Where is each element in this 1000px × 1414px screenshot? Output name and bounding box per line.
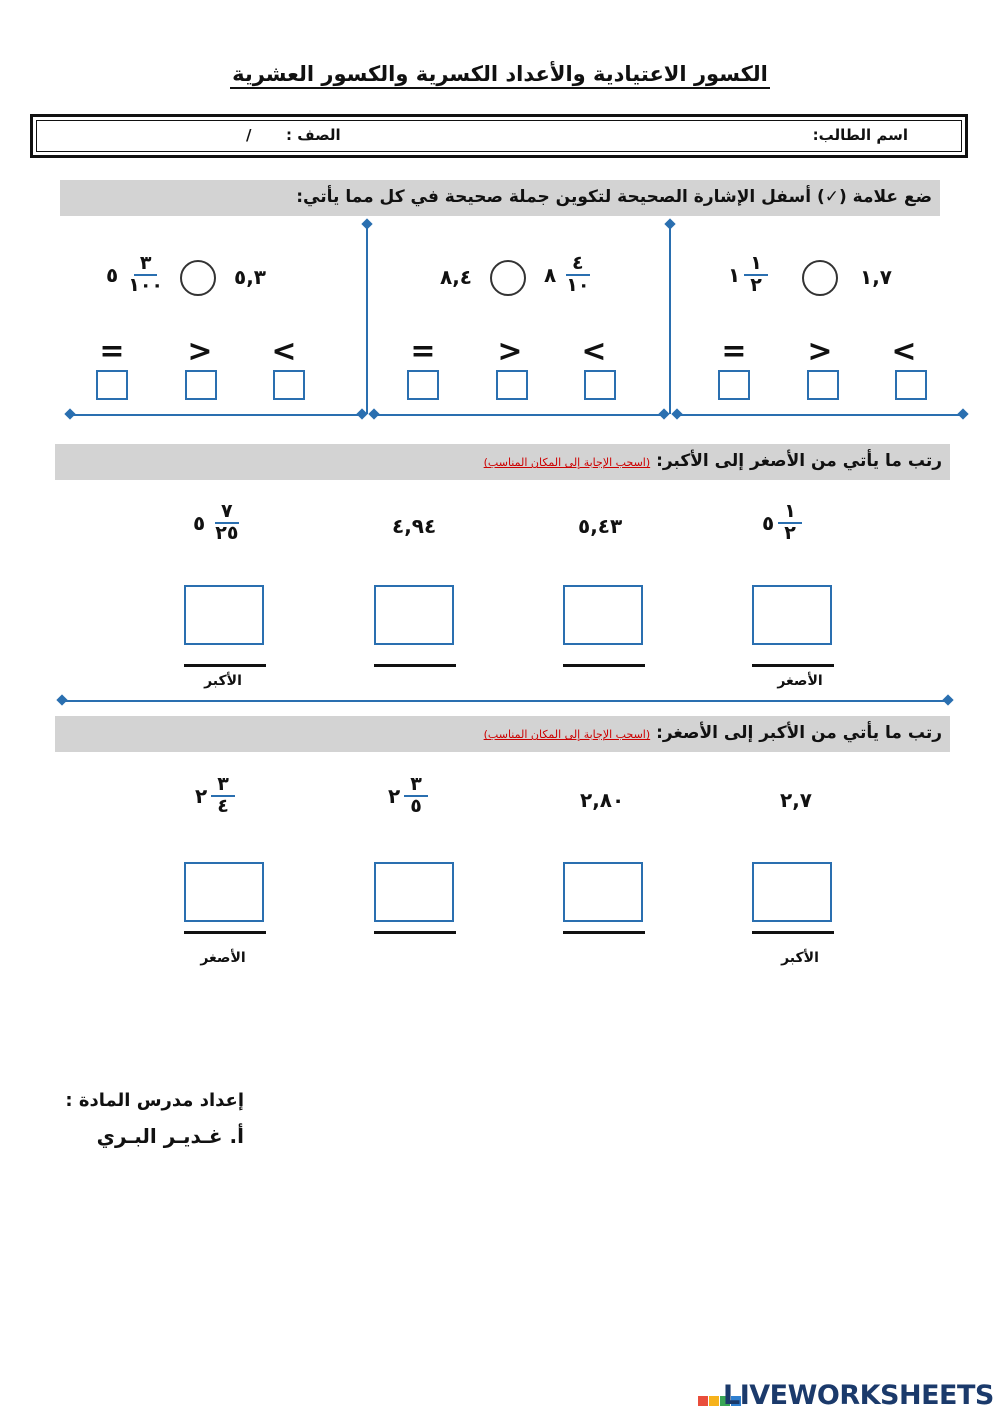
numerator: ١ [778,502,802,524]
baseline-dot [64,408,75,419]
symbol-less-1: < [891,334,917,369]
class-slash: / [246,126,252,144]
mixed-whole: ٥ [193,510,206,535]
student-name-label: اسم الطالب: [812,126,908,144]
baseline-dot [658,408,669,419]
denominator: ١٠٠ [128,273,164,296]
mixed-whole: ٨ [544,262,557,287]
answer-line [563,931,645,934]
order3-item-4[interactable] [195,775,235,817]
liveworksheets-logo [698,1380,994,1411]
compare-decimal-2: ٨,٤ [440,265,473,289]
order3-item-2[interactable]: ٢,٨٠ [580,788,625,812]
order-item-1[interactable] [762,502,802,544]
mixed-whole: ٢ [195,783,208,808]
title-text: الكسور الاعتيادية والأعداد الكسرية والكسور العشرية [230,62,770,89]
order-item-4[interactable] [193,502,244,544]
order-item-2[interactable]: ٥,٤٣ [578,514,623,538]
baseline-dot [368,408,379,419]
drop-box-1[interactable] [752,585,832,645]
denominator: ٤ [217,794,229,817]
drop-box-3[interactable] [374,585,454,645]
worksheet-title [0,62,1000,86]
order-item-3[interactable]: ٤,٩٤ [392,514,437,538]
caption-smallest-3: الأصغر [200,950,246,966]
symbol-equal-2: = [410,334,436,369]
mixed-whole: ٥ [762,510,775,535]
numerator: ٤ [566,254,590,276]
compare-mixed-1 [728,254,768,296]
fraction [122,254,169,296]
separator-dot [56,694,67,705]
drop3-box-3[interactable] [374,862,454,922]
drop-box-2[interactable] [563,585,643,645]
answer-line [374,931,456,934]
fraction [744,254,768,296]
section3-hint: (اسحب الإجابة إلى المكان المناسب) [483,728,651,741]
fraction [404,775,428,817]
answer-line [752,931,834,934]
symbol-greater-3: > [187,334,213,369]
class-label: الصف : [286,126,341,144]
baseline-left [70,414,362,416]
section1-instruction: ضع علامة (✓) أسفل الإشارة الصحيحة لتكوين جملة صحيحة في كل مما يأتي: [296,187,932,207]
checkbox-equal-1[interactable] [718,370,750,400]
teacher-name: أ. غـديـر البـري [96,1124,244,1148]
baseline-right [675,414,965,416]
baseline-dot [957,408,968,419]
divider-dot [664,218,675,229]
denominator: ١٠ [566,273,590,296]
fraction [209,502,244,544]
compare-decimal-1: ١,٧ [860,265,893,289]
order3-item-3[interactable] [388,775,428,817]
baseline-dot [671,408,682,419]
symbol-less-2: < [581,334,607,369]
section2-hint: (اسحب الإجابة إلى المكان المناسب) [483,456,651,469]
compare-circle-3[interactable] [180,260,216,296]
numerator: ١ [744,254,768,276]
class-input[interactable] [80,124,230,148]
drop3-box-2[interactable] [563,862,643,922]
checkbox-less-3[interactable] [273,370,305,400]
divider-dot [361,218,372,229]
symbol-greater-1: > [807,334,833,369]
checkbox-greater-3[interactable] [185,370,217,400]
section3-instruction: رتب ما يأتي من الأكبر إلى الأصغر: [656,723,942,743]
answer-line [563,664,645,667]
section1-instruction-band [60,180,940,216]
denominator: ٢٥ [215,521,239,544]
symbol-less-3: < [271,334,297,369]
student-name-input[interactable] [380,124,800,148]
order3-item-1[interactable]: ٢,٧ [780,788,813,812]
prepared-by-label: إعداد مدرس المادة : [65,1090,244,1111]
caption-largest-3: الأكبر [781,950,819,966]
fraction [778,502,802,544]
answer-line [752,664,834,667]
fraction [560,254,595,296]
answer-line [184,664,266,667]
checkbox-greater-1[interactable] [807,370,839,400]
mixed-whole: ١ [728,262,741,287]
denominator: ٢ [784,521,796,544]
checkbox-less-1[interactable] [895,370,927,400]
compare-circle-2[interactable] [490,260,526,296]
separator-dot [942,694,953,705]
checkbox-less-2[interactable] [584,370,616,400]
drop-box-4[interactable] [184,585,264,645]
checkbox-greater-2[interactable] [496,370,528,400]
numerator: ٣ [211,775,235,797]
section2-instruction-band [55,444,950,480]
numerator: ٣ [134,254,158,276]
compare-circle-1[interactable] [802,260,838,296]
liveworksheets-icon [698,1383,720,1405]
numerator: ٣ [404,775,428,797]
watermark-text: LIVEWORKSHEETS [723,1380,994,1411]
drop3-box-4[interactable] [184,862,264,922]
compare-decimal-3: ٥,٣ [234,265,267,289]
mixed-whole: ٢ [388,783,401,808]
drop3-box-1[interactable] [752,862,832,922]
divider-left [366,224,368,414]
section-separator [62,700,950,702]
answer-line [374,664,456,667]
denominator: ٥ [410,794,422,817]
caption-smallest: الأصغر [777,673,823,689]
mixed-whole: ٥ [106,262,119,287]
symbol-equal-1: = [721,334,747,369]
divider-right [669,224,671,414]
checkbox-equal-3[interactable] [96,370,128,400]
answer-line [184,931,266,934]
numerator: ٧ [215,502,239,524]
compare-mixed-2 [544,254,595,296]
symbol-equal-3: = [99,334,125,369]
baseline-middle [372,414,664,416]
section3-instruction-band [55,716,950,752]
fraction [211,775,235,817]
caption-largest: الأكبر [204,673,242,689]
symbol-greater-2: > [497,334,523,369]
compare-mixed-3 [106,254,169,296]
denominator: ٢ [750,273,762,296]
checkbox-equal-2[interactable] [407,370,439,400]
section2-instruction: رتب ما يأتي من الأصغر إلى الأكبر: [656,451,942,471]
